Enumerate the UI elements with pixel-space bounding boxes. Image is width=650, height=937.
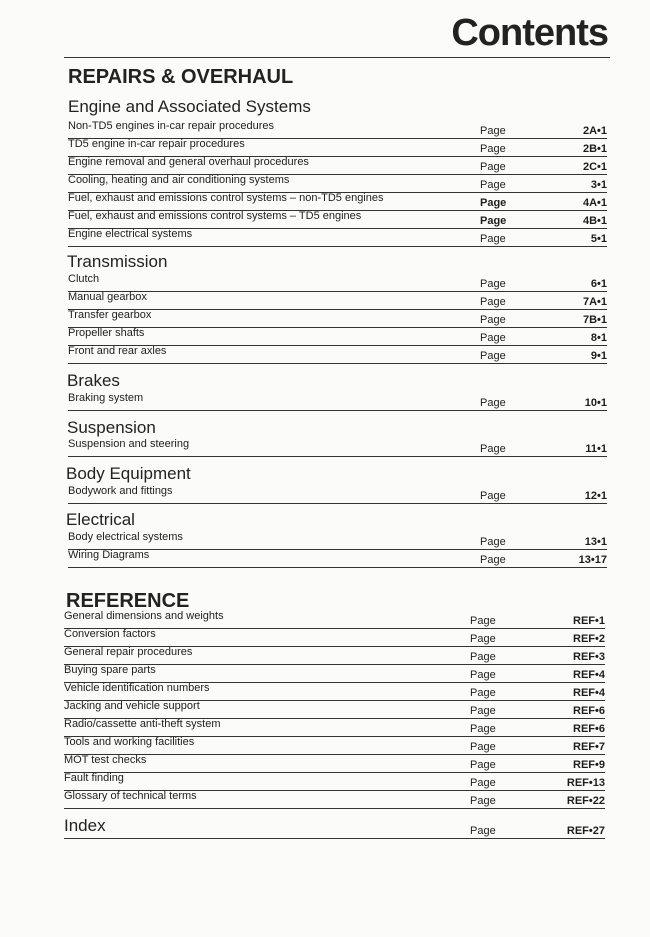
page-number: REF•9 <box>573 759 605 771</box>
toc-entry[interactable] <box>64 700 605 719</box>
toc-entry[interactable] <box>68 228 607 247</box>
page-number: 12•1 <box>584 490 607 502</box>
page-prefix: Page <box>470 651 496 663</box>
page-number: 11•1 <box>585 443 607 455</box>
toc-entry[interactable] <box>64 610 605 629</box>
entry-label: General repair procedures <box>64 646 193 658</box>
toc-entry[interactable] <box>64 820 605 839</box>
entry-label: Braking system <box>68 392 144 404</box>
toc-entry[interactable] <box>64 682 605 701</box>
entry-label: Transfer gearbox <box>68 309 152 321</box>
page-number: REF•27 <box>566 825 605 837</box>
toc-entry[interactable] <box>64 754 605 773</box>
toc-entry[interactable] <box>68 345 607 364</box>
page-prefix: Page <box>480 143 506 155</box>
toc-entry[interactable] <box>64 718 605 737</box>
page-number: 2C•1 <box>582 161 607 173</box>
page-prefix: Page <box>480 554 506 566</box>
page-prefix: Page <box>470 687 496 699</box>
toc-entry[interactable] <box>68 485 607 504</box>
entry-label: Wiring Diagrams <box>68 549 150 561</box>
toc-entry[interactable] <box>68 549 607 568</box>
entry-label: Manual gearbox <box>68 291 147 303</box>
page-number: 10•1 <box>584 397 607 409</box>
entry-label: Tools and working facilities <box>64 736 195 748</box>
toc-entry[interactable] <box>68 327 607 346</box>
entry-label: Clutch <box>68 273 100 285</box>
toc-entry[interactable] <box>64 790 605 809</box>
entry-label: Glossary of technical terms <box>64 790 197 802</box>
title-rule <box>64 57 610 58</box>
page-number: 7A•1 <box>582 296 607 308</box>
page-number: REF•2 <box>573 633 605 645</box>
section-heading: Brakes <box>67 371 120 390</box>
page-number: 5•1 <box>590 233 607 245</box>
page-number: 2B•1 <box>582 143 607 155</box>
entry-label: Front and rear axles <box>68 345 167 357</box>
page-prefix: Page <box>480 125 506 137</box>
entry-label: Fuel, exhaust and emissions control systems – non-TD5 engines <box>68 192 384 204</box>
page-number: REF•22 <box>566 795 605 807</box>
entry-label: Fuel, exhaust and emissions control systems – TD5 engines <box>68 210 362 222</box>
page-number: 13•1 <box>584 536 607 548</box>
page-prefix: Page <box>480 215 507 227</box>
toc-entry[interactable] <box>68 531 607 550</box>
toc-entry[interactable] <box>68 392 607 411</box>
toc-entry[interactable] <box>68 273 607 292</box>
toc-entry[interactable] <box>68 156 607 175</box>
entry-label: Radio/cassette anti-theft system <box>64 718 221 730</box>
toc-entry[interactable] <box>68 210 607 229</box>
page-number: REF•13 <box>566 777 605 789</box>
page-number: 4A•1 <box>582 197 607 209</box>
toc-entry[interactable] <box>68 120 607 139</box>
section-heading: Index <box>64 816 106 835</box>
page-number: 7B•1 <box>582 314 607 326</box>
page-number: REF•1 <box>573 615 605 627</box>
toc-entry[interactable] <box>68 309 607 328</box>
page-number: REF•3 <box>573 651 605 663</box>
entry-label: Fault finding <box>64 772 124 784</box>
section-heading: Suspension <box>67 418 156 437</box>
page-prefix: Page <box>480 296 506 308</box>
page-prefix: Page <box>470 615 496 627</box>
page-prefix: Page <box>480 179 506 191</box>
section-heading: Transmission <box>67 252 168 271</box>
entry-label: Engine electrical systems <box>68 228 193 240</box>
part-heading: REFERENCE <box>66 590 190 612</box>
page-number: 3•1 <box>590 179 607 191</box>
page-number: REF•6 <box>573 705 605 717</box>
page-title: Contents <box>451 12 608 54</box>
toc-entry[interactable] <box>68 291 607 310</box>
page-number: 13•17 <box>578 554 607 566</box>
toc-entry[interactable] <box>68 174 607 193</box>
page-prefix: Page <box>470 777 496 789</box>
toc-entry[interactable] <box>64 646 605 665</box>
toc-entry[interactable] <box>68 438 607 457</box>
page-prefix: Page <box>470 825 496 837</box>
page-prefix: Page <box>480 443 506 455</box>
page-prefix: Page <box>480 350 506 362</box>
page-prefix: Page <box>480 161 506 173</box>
entry-label: Propeller shafts <box>68 327 145 339</box>
page-prefix: Page <box>480 332 506 344</box>
toc-entry[interactable] <box>64 664 605 683</box>
toc-entry[interactable] <box>64 736 605 755</box>
page-number: 2A•1 <box>582 125 607 137</box>
entry-label: MOT test checks <box>64 754 147 766</box>
page-number: 9•1 <box>590 350 607 362</box>
page-number: 4B•1 <box>582 215 607 227</box>
entry-label: Conversion factors <box>64 628 156 640</box>
page-number: REF•7 <box>573 741 605 753</box>
entry-label: Vehicle identification numbers <box>64 682 210 694</box>
page-prefix: Page <box>470 723 496 735</box>
toc-entry[interactable] <box>68 192 607 211</box>
entry-label: Cooling, heating and air conditioning systems <box>68 174 290 186</box>
section-heading: Body Equipment <box>66 464 191 483</box>
page-prefix: Page <box>480 233 506 245</box>
page-prefix: Page <box>480 397 506 409</box>
page-prefix: Page <box>480 197 507 209</box>
entry-label: Jacking and vehicle support <box>64 700 200 712</box>
page-prefix: Page <box>480 314 506 326</box>
part-heading: REPAIRS & OVERHAUL <box>68 66 294 88</box>
page-number: 8•1 <box>590 332 607 344</box>
page-prefix: Page <box>470 759 496 771</box>
entry-label: Suspension and steering <box>68 438 190 450</box>
page-prefix: Page <box>470 795 496 807</box>
toc-entry[interactable] <box>68 138 607 157</box>
entry-label: Body electrical systems <box>68 531 183 543</box>
entry-label: Bodywork and fittings <box>68 485 173 497</box>
entry-label: Non-TD5 engines in-car repair procedures <box>68 120 275 132</box>
page-prefix: Page <box>470 633 496 645</box>
entry-label: General dimensions and weights <box>64 610 224 622</box>
section-heading: Engine and Associated Systems <box>68 97 311 116</box>
page-number: REF•6 <box>573 723 605 735</box>
page-prefix: Page <box>470 669 496 681</box>
section-heading: Electrical <box>66 510 135 529</box>
page-prefix: Page <box>470 741 496 753</box>
page-number: REF•4 <box>573 669 605 681</box>
page-prefix: Page <box>480 278 506 290</box>
page-prefix: Page <box>480 536 506 548</box>
entry-label: TD5 engine in-car repair procedures <box>68 138 245 150</box>
toc-entry[interactable] <box>64 772 605 791</box>
page-number: REF•4 <box>573 687 605 699</box>
page-number: 6•1 <box>590 278 607 290</box>
entry-label: Buying spare parts <box>64 664 156 676</box>
toc-entry[interactable] <box>64 628 605 647</box>
entry-label: Engine removal and general overhaul procedures <box>68 156 309 168</box>
page-prefix: Page <box>480 490 506 502</box>
page-prefix: Page <box>470 705 496 717</box>
